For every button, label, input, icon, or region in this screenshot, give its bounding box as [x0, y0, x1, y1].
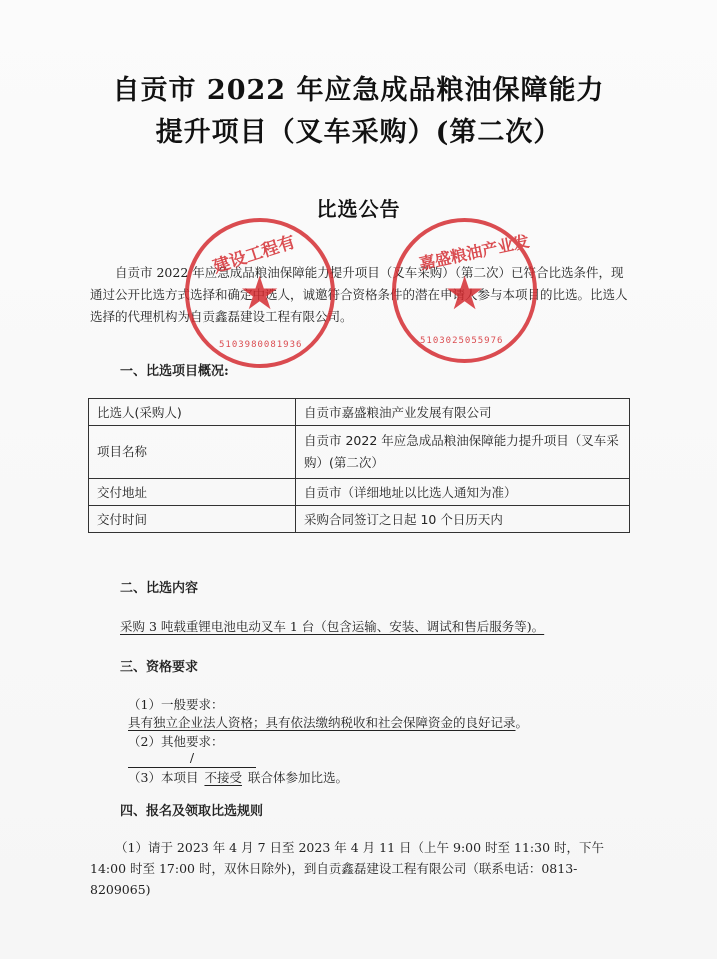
star-icon: ★ — [239, 266, 281, 320]
procurement-content: 采购 3 吨载重锂电池电动叉车 1 台（包含运输、安装、调试和售后服务等)。 — [120, 619, 545, 634]
table-cell-value: 采购合同签订之日起 10 个日历天内 — [296, 506, 630, 533]
section1-heading: 一、比选项目概况: — [120, 364, 229, 379]
table-cell-value: 自贡市 2022 年应急成品粮油保障能力提升项目（叉车采购）(第二次） — [296, 426, 630, 479]
table-cell-label: 交付时间 — [89, 506, 296, 533]
section4-heading: 四、报名及领取比选规则 — [120, 804, 264, 819]
consortium-suffix: 联合体参加比选。 — [247, 770, 348, 785]
table-cell-label: 比选人(采购人) — [89, 399, 296, 426]
section2-heading: 二、比选内容 — [120, 581, 199, 596]
general-requirement-end: 。 — [515, 715, 529, 730]
table-row — [89, 506, 630, 533]
general-requirement-label: （1）一般要求： — [128, 697, 224, 712]
table-cell-value: 自贡市（详细地址以比选人通知为准） — [296, 479, 630, 506]
table-row — [89, 399, 630, 426]
table-row — [89, 479, 630, 506]
purchaser-seal: 嘉盛粮油产业发 ★ 5103025055976 — [392, 218, 537, 363]
project-overview-table — [88, 398, 630, 533]
table-row — [89, 426, 630, 479]
table-cell-label: 交付地址 — [89, 479, 296, 506]
document-title-line2: 提升项目（叉车采购）(第二次） — [155, 117, 562, 148]
general-requirement-text — [128, 713, 528, 731]
other-requirement-label: （2）其他要求： — [128, 734, 224, 749]
registration-rule: （1）请于 2023 年 4 月 7 日至 2023 年 4 月 11 日（上午 9:00 时至 11:30 时，下午 14:00 时至 17:00 时，双休日除外)，到自贡鑫磊建设工程有限公司（联系电话：0813-8209065) — [90, 840, 605, 897]
document-subtitle: 比选公告 — [316, 197, 401, 221]
star-icon: ★ — [444, 266, 486, 320]
general-requirement-value: 具有独立企业法人资格；具有依法缴纳税收和社会保障资金的良好记录 — [128, 715, 516, 730]
other-requirement-value: / — [128, 750, 256, 768]
intro-paragraph: 自贡市 2022 年应急成品粮油保障能力提升项目（叉车采购）（第二次）已符合比选条件，现通过公开比选方式选择和确定中选人，诚邀符合资格条件的潜在申请人参与本项目的比选。比选人选择的代理机构为自贡鑫磊建设工程有限公司。 — [90, 265, 628, 324]
document-title-line1: 自贡市 2022 年应急成品粮油保障能力 — [112, 75, 605, 106]
agency-seal: 建设工程有 ★ 5103980081936 — [185, 218, 335, 368]
section3-heading: 三、资格要求 — [120, 660, 199, 675]
consortium-prefix: （3）本项目 — [128, 770, 199, 785]
consortium-requirement — [128, 768, 348, 786]
table-cell-label: 项目名称 — [89, 426, 296, 479]
table-cell-value: 自贡市嘉盛粮油产业发展有限公司 — [296, 399, 630, 426]
consortium-value: 不接受 — [204, 770, 242, 785]
